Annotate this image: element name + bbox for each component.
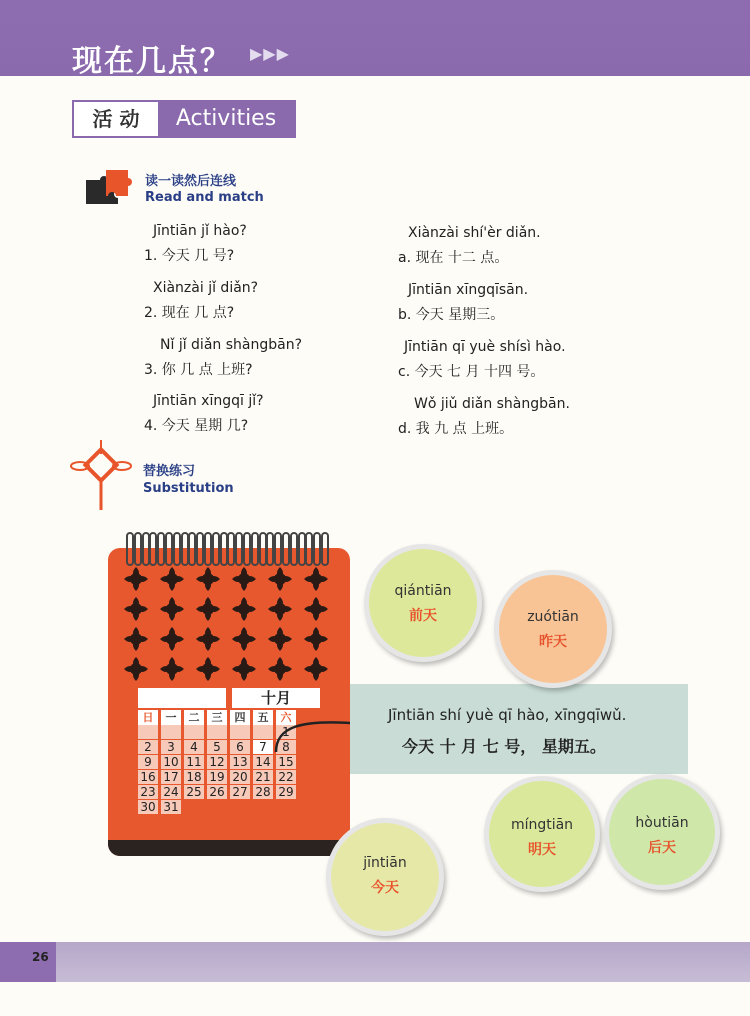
calendar-day: 19 <box>207 770 227 784</box>
calendar-day: 21 <box>253 770 273 784</box>
spiral-ring <box>188 532 196 566</box>
spiral-ring <box>126 532 134 566</box>
spiral-ring <box>282 532 290 566</box>
footer-bar <box>0 942 750 982</box>
calendar-day: 30 <box>138 800 158 814</box>
calendar-day: 11 <box>184 755 204 769</box>
arrows-icon: ▶▶▶ <box>250 44 290 63</box>
spiral-ring <box>204 532 212 566</box>
spiral-ring <box>290 532 298 566</box>
bubble-houtian: hòutiān 后天 <box>604 774 720 890</box>
spiral-ring <box>134 532 142 566</box>
calendar-day: 18 <box>184 770 204 784</box>
weekday-label: 二 <box>184 710 204 726</box>
calendar-day: 28 <box>253 785 273 799</box>
activities-label <box>72 100 296 138</box>
calendar-blank-field <box>138 688 226 708</box>
calendar-base <box>108 840 350 856</box>
calendar-day: 14 <box>253 755 273 769</box>
bubble-mingtian: míngtiān 明天 <box>484 776 600 892</box>
section2-title-cn: 替换练习 <box>143 464 196 479</box>
calendar-day: 26 <box>207 785 227 799</box>
calendar-day: 1 <box>276 725 296 739</box>
calendar-day: 12 <box>207 755 227 769</box>
pinyin-b: Jīntiān xīngqīsān. <box>408 282 529 298</box>
bubble-zuotian: zuótiān 昨天 <box>494 570 612 688</box>
pinyin-3: Nǐ jǐ diǎn shàngbān? <box>160 337 302 353</box>
floral-pattern <box>118 564 340 684</box>
calendar-day: 2 <box>138 740 158 754</box>
calendar-day: 23 <box>138 785 158 799</box>
item-2: 2. 现在 几 点? <box>144 305 235 321</box>
spiral-ring <box>274 532 282 566</box>
bubble-qiantian: qiántiān 前天 <box>364 544 482 662</box>
spiral-ring <box>259 532 267 566</box>
item-3: 3. 你 几 点 上班? <box>144 362 253 378</box>
item-d: d. 我 九 点 上班。 <box>398 421 514 437</box>
spiral-ring <box>251 532 259 566</box>
calendar-day: 6 <box>230 740 250 754</box>
spiral-ring <box>243 532 251 566</box>
weekday-label: 日 <box>138 710 158 726</box>
calendar-empty-cell <box>138 725 158 739</box>
puzzle-icon <box>80 166 138 206</box>
item-b: b. 今天 星期三。 <box>398 307 505 323</box>
item-c: c. 今天 七 月 十四 号。 <box>398 364 545 380</box>
sentence-pinyin: Jīntiān shí yuè qī hào, xīngqīwǔ. <box>388 706 627 724</box>
section-title-en: Read and match <box>145 190 264 205</box>
calendar-day: 4 <box>184 740 204 754</box>
spiral-ring <box>305 532 313 566</box>
calendar-day: 25 <box>184 785 204 799</box>
pinyin-1: Jīntiān jǐ hào? <box>153 223 247 239</box>
calendar-day: 31 <box>161 800 181 814</box>
sentence-chinese: 今天 十 月 七 号， 星期五。 <box>402 737 606 756</box>
spiral-ring <box>142 532 150 566</box>
calendar-day: 7 <box>253 740 273 754</box>
sentence-banner <box>350 684 688 774</box>
spiral-ring <box>165 532 173 566</box>
calendar-day: 15 <box>276 755 296 769</box>
calendar-day: 17 <box>161 770 181 784</box>
spiral-ring <box>235 532 243 566</box>
activities-cn: 活 动 <box>92 107 140 131</box>
spiral-ring <box>181 532 189 566</box>
calendar-empty-cell <box>184 725 204 739</box>
calendar-day: 22 <box>276 770 296 784</box>
spiral-ring <box>266 532 274 566</box>
spiral-ring <box>321 532 329 566</box>
chinese-knot-icon <box>68 440 134 512</box>
pinyin-a: Xiànzài shí'èr diǎn. <box>408 225 541 241</box>
calendar-day: 29 <box>276 785 296 799</box>
spiral-ring <box>227 532 235 566</box>
weekday-label: 一 <box>161 710 181 726</box>
activities-en: Activities <box>158 102 294 136</box>
calendar-day: 3 <box>161 740 181 754</box>
bubble-jintian: jīntiān 今天 <box>326 818 444 936</box>
page-title: 现在几点？ <box>72 44 232 79</box>
spiral-ring <box>212 532 220 566</box>
item-1: 1. 今天 几 号? <box>144 248 235 264</box>
calendar-day: 13 <box>230 755 250 769</box>
pinyin-4: Jīntiān xīngqī jǐ? <box>153 393 264 409</box>
weekday-label: 三 <box>207 710 227 726</box>
spiral-ring <box>149 532 157 566</box>
calendar-empty-cell <box>207 725 227 739</box>
spiral-ring <box>196 532 204 566</box>
weekday-label: 六 <box>276 710 296 726</box>
calendar-month: 十月 <box>232 688 320 708</box>
section2-title-en: Substitution <box>143 481 234 496</box>
spiral-ring <box>157 532 165 566</box>
weekday-label: 四 <box>230 710 250 726</box>
spiral-ring <box>313 532 321 566</box>
calendar-day: 10 <box>161 755 181 769</box>
calendar-empty-cell <box>230 725 250 739</box>
calendar-day: 24 <box>161 785 181 799</box>
item-a: a. 现在 十二 点。 <box>398 250 509 266</box>
calendar-day: 5 <box>207 740 227 754</box>
spiral-ring <box>220 532 228 566</box>
calendar-day: 27 <box>230 785 250 799</box>
calendar-empty-cell <box>161 725 181 739</box>
section-title-cn: 读一读然后连线 <box>145 174 237 189</box>
pinyin-2: Xiànzài jǐ diǎn? <box>153 280 259 296</box>
spiral-ring <box>298 532 306 566</box>
calendar-day: 9 <box>138 755 158 769</box>
calendar-day: 16 <box>138 770 158 784</box>
page-number-block <box>0 942 56 982</box>
pinyin-d: Wǒ jiǔ diǎn shàngbān. <box>414 396 570 412</box>
pinyin-c: Jīntiān qī yuè shísì hào. <box>404 339 566 355</box>
spiral-ring <box>173 532 181 566</box>
item-4: 4. 今天 星期 几? <box>144 418 249 434</box>
page-number: 26 <box>32 950 49 964</box>
calendar-day: 8 <box>276 740 296 754</box>
weekday-label: 五 <box>253 710 273 726</box>
calendar-day: 20 <box>230 770 250 784</box>
